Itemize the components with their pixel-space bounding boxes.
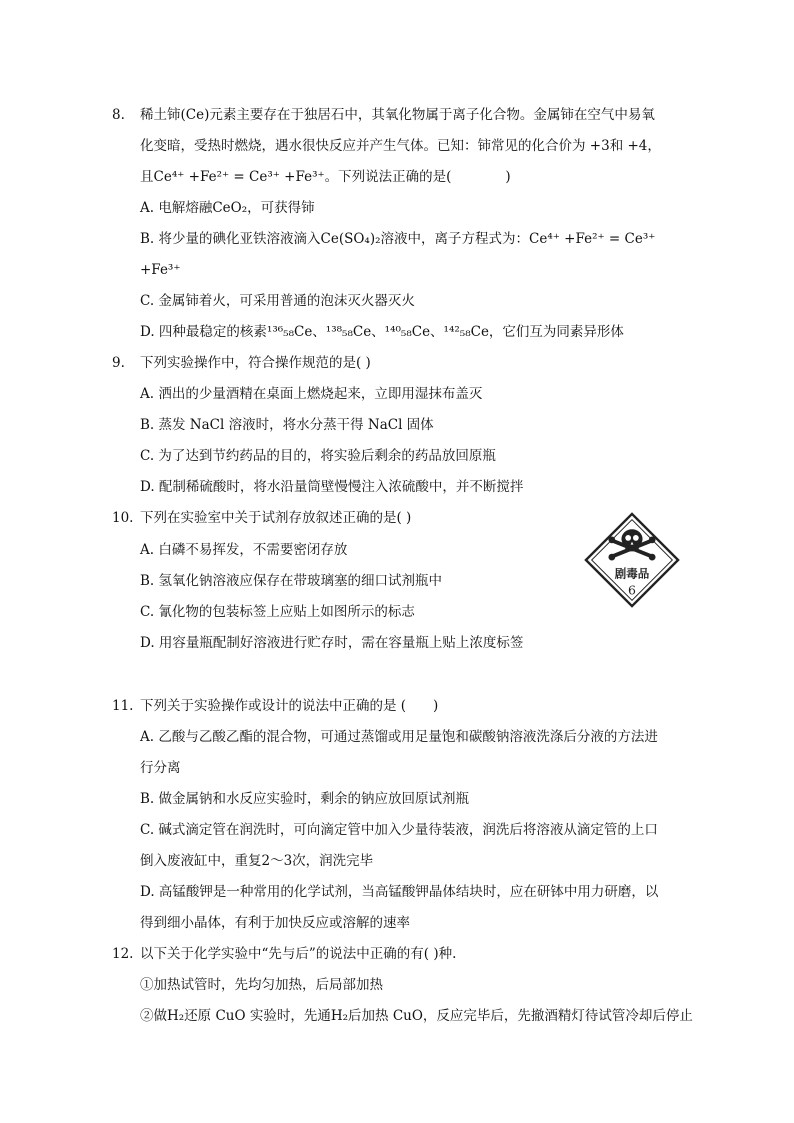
statement-1: ①加热试管时，先均匀加热，后局部加热 (140, 977, 383, 993)
question-number: 9. (112, 355, 125, 371)
option-d: D. 配制稀硫酸时，将水沿量筒壁慢慢注入浓硫酸中，并不断搅拌 (140, 479, 524, 495)
option-c: C. 为了达到节约药品的目的，将实验后剩余的药品放回原瓶 (140, 448, 496, 464)
option-d: D. 四种最稳定的核素¹³⁶₅₈Ce、¹³⁸₅₈Ce、¹⁴⁰₅₈Ce、¹⁴²₅₈Ce，它们互为同素异形体 (140, 324, 624, 340)
option-c: C. 金属铈着火，可采用普通的泡沫灭火器灭火 (140, 293, 415, 309)
option-a: A. 白磷不易挥发，不需要密闭存放 (140, 542, 348, 558)
option-d: D. 高锰酸钾是一种常用的化学试剂，当高锰酸钾晶体结块时，应在研钵中用力研磨，以 (140, 884, 659, 900)
option-a-continued: 行分离 (140, 760, 181, 776)
question-number: 12. (112, 946, 134, 962)
option-b: B. 做金属钠和水反应实验时，剩余的钠应放回原试剂瓶 (140, 791, 470, 807)
question-number: 11. (112, 698, 134, 714)
option-d-continued: 得到细小晶体，有利于加快反应或溶解的速率 (140, 915, 410, 931)
question-stem-line: 下列在实验室中关于试剂存放叙述正确的是( ) (140, 510, 412, 526)
question-stem-line: 稀土铈(Ce)元素主要存在于独居石中，其氧化物属于离子化合物。金属铈在空气中易氧 (140, 107, 655, 123)
question-number: 10. (112, 510, 134, 526)
option-c: C. 氰化物的包装标签上应贴上如图所示的标志 (140, 604, 415, 620)
option-a: A. 电解熔融CeO₂，可获得铈 (140, 200, 315, 216)
question-stem-line: 且Ce⁴⁺ +Fe²⁺ = Ce³⁺ +Fe³⁺。下列说法正确的是( ) (140, 169, 511, 185)
toxic-hazard-sign (584, 512, 680, 608)
question-stem-line: 下列关于实验操作或设计的说法中正确的是 ( ) (140, 698, 439, 714)
question-stem-line: 化变暗，受热时燃烧，遇水很快反应并产生气体。已知：铈常见的化合价为 +3和 +4， (140, 138, 661, 154)
option-a: A. 洒出的少量酒精在桌面上燃烧起来，立即用湿抹布盖灭 (140, 386, 483, 402)
option-c: C. 碱式滴定管在润洗时，可向滴定管中加入少量待装液，润洗后将溶液从滴定管的上口 (140, 822, 658, 838)
question-stem-line: 以下关于化学实验中“先与后”的说法中正确的有( )种. (140, 946, 457, 962)
option-a: A. 乙酸与乙酸乙酯的混合物，可通过蒸馏或用足量饱和碳酸钠溶液洗涤后分液的方法进 (140, 729, 658, 745)
option-c-continued: 倒入废液缸中，重复2～3次，润洗完毕 (140, 853, 374, 869)
sign-label: 剧毒品 (614, 566, 650, 581)
option-b: B. 氢氧化钠溶液应保存在带玻璃塞的细口试剂瓶中 (140, 573, 443, 589)
option-b: B. 将少量的碘化亚铁溶液滴入Ce(SO₄)₂溶液中，离子方程式为：Ce⁴⁺ +Fe²⁺ = Ce³⁺ (140, 231, 656, 247)
question-number: 8. (112, 107, 125, 123)
statement-2: ②做H₂还原 CuO 实验时，先通H₂后加热 CuO，反应完毕后，先撤酒精灯待试管冷却后停止 (140, 1008, 693, 1024)
option-d: D. 用容量瓶配制好溶液进行贮存时，需在容量瓶上贴上浓度标签 (140, 635, 524, 651)
option-b-continued: +Fe³⁺ (140, 262, 181, 278)
sign-class-number: 6 (628, 582, 636, 598)
option-b: B. 蒸发 NaCl 溶液时，将水分蒸干得 NaCl 固体 (140, 417, 434, 433)
question-stem-line: 下列实验操作中，符合操作规范的是( ) (140, 355, 371, 371)
